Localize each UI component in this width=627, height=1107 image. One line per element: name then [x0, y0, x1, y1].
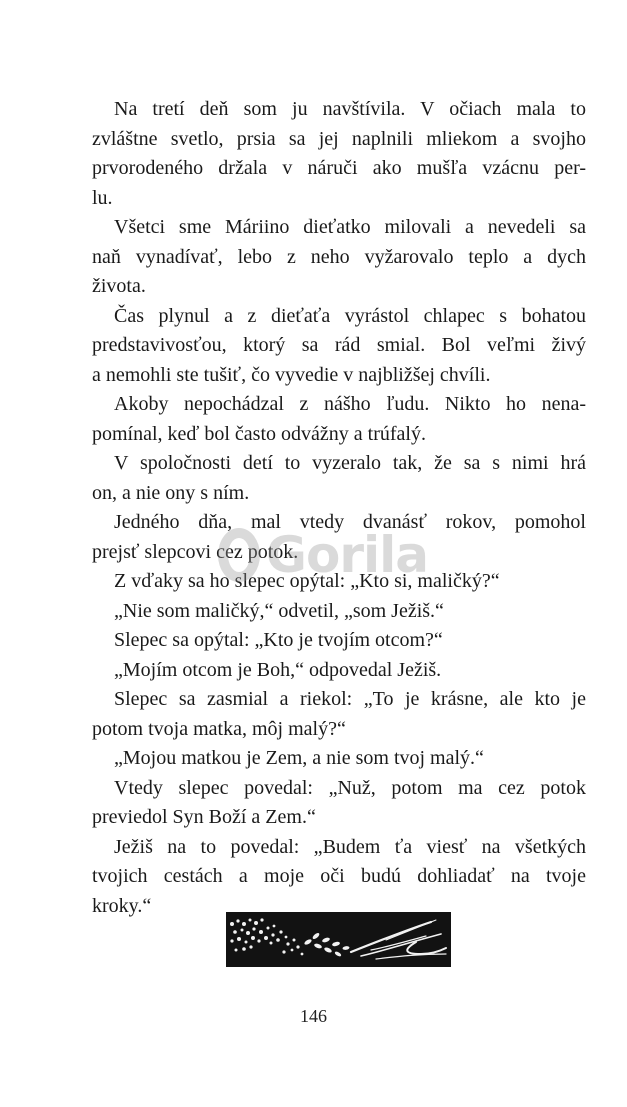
text-line: prejsť slepcovi cez potok. [92, 540, 299, 563]
text-line: „Mojou matkou je Zem, a nie som tvoj malý.“ [114, 747, 484, 769]
text-line: Vtedy slepec povedal: „Nuž, potom ma cez potok [114, 776, 586, 799]
text-line: lu. [92, 186, 113, 209]
text-line: Na tretí deň som ju navštívila. V očiach mala to [114, 98, 586, 120]
text-line: Všetci sme Máriino dieťatko milovali a nevedeli sa [114, 216, 586, 238]
text-line: Z vďaky sa ho slepec opýtal: „Kto si, maličký?“ [114, 570, 500, 592]
watermark-text: Gorila [265, 526, 428, 584]
text-line: Čas plynul a z dieťaťa vyrástol chlapec s bohatou [114, 304, 586, 327]
ornament-divider-icon [226, 912, 451, 967]
text-line: Ježiš na to povedal: „Budem ťa viesť na všetkých [114, 835, 586, 858]
text-line: pomínal, keď bol často odvážny a trúfalý. [92, 422, 426, 445]
text-line: kroky.“ [92, 894, 152, 917]
text-line: V spoločnosti detí to vyzeralo tak, že sa s nimi hrá [114, 452, 586, 474]
text-line: Akoby nepochádzal z nášho ľudu. Nikto ho nena- [114, 393, 586, 415]
text-line: Jedného dňa, mal vtedy dvanásť rokov, pomohol [114, 511, 586, 533]
text-line: „Nie som maličký,“ odvetil, „som Ježiš.“ [114, 599, 444, 622]
text-line: previedol Syn Boží a Zem.“ [92, 806, 316, 828]
text-line: Slepec sa zasmial a riekol: „To je krásne, ale kto je [114, 688, 586, 710]
body-text [92, 95, 586, 921]
text-line: Slepec sa opýtal: „Kto je tvojím otcom?“ [114, 629, 443, 651]
page-number: 146 [300, 1006, 327, 1026]
text-line: „Mojím otcom je Boh,“ odpovedal Ježiš. [114, 658, 442, 681]
text-line: naň vynadívať, lebo z neho vyžarovalo teplo a dych [92, 245, 586, 268]
text-line: potom tvoja matka, môj malý?“ [92, 717, 346, 740]
text-line: on, a nie ony s ním. [92, 481, 250, 504]
text-line: života. [92, 275, 146, 297]
text-line: prvorodeného držala v náruči ako mušľa vzácnu per- [92, 157, 586, 179]
text-line: zvláštne svetlo, prsia sa jej naplnili mliekom a svojho [92, 127, 586, 150]
text-line: tvojich cestách a moje oči budú dohliadať na tvoje [92, 865, 586, 887]
text-line: predstavivosťou, ktorý sa rád smial. Bol veľmi živý [92, 334, 586, 356]
text-line: a nemohli ste tušiť, čo vyvedie v najbližšej chvíli. [92, 363, 491, 386]
